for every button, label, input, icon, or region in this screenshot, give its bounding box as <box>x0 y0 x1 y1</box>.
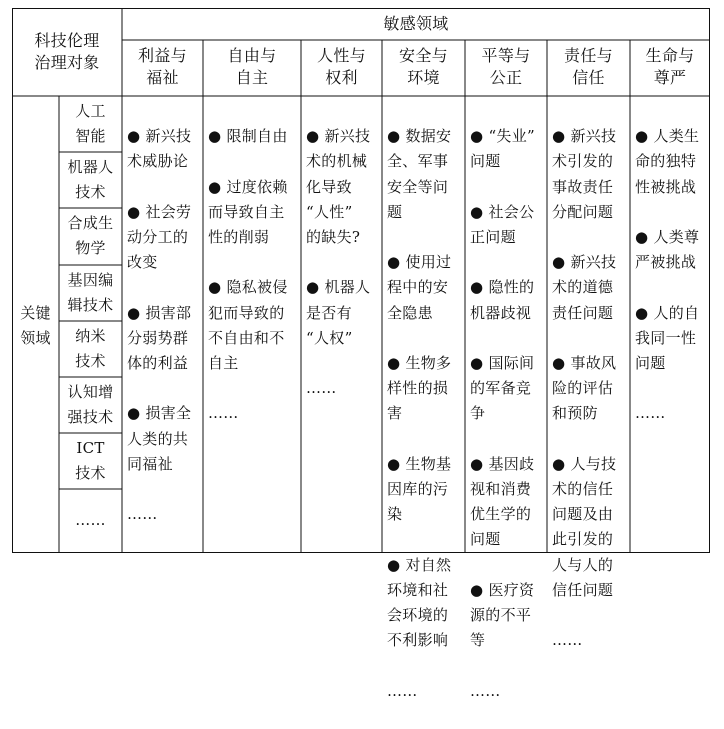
ethics-governance-table <box>12 8 710 700</box>
cell-item: ● 人与技 术的信任 问题及由 此引发的 人与人的 信任问题 <box>552 454 617 599</box>
column-header-life-dignity: 生命与 尊严 <box>645 46 695 87</box>
tech-ict: ICT 技术 <box>75 439 106 483</box>
cell-item: ● 限制自由 <box>208 127 288 146</box>
cell-item: ● 损害部 分弱势群 体的利益 <box>127 303 192 373</box>
cell-item: …… <box>635 404 666 423</box>
column-header-freedom-autonomy: 自由与 自主 <box>227 46 277 87</box>
cell-item: ● 数据安 全、军事 安全等问 题 <box>387 127 452 221</box>
cell-item: ● 人类尊 严被挑战 <box>635 228 700 272</box>
cell-item: ● 人类生 命的独特 性被挑战 <box>635 127 700 196</box>
cell-item: ● 使用过 程中的安 全隐患 <box>387 253 452 322</box>
tech-synthetic-biology: 合成生 物学 <box>67 214 114 258</box>
cell-safety-environment <box>387 99 467 729</box>
cell-item: …… <box>552 631 583 650</box>
cell-item: ● 新兴技 术的道德 责任问题 <box>552 253 617 322</box>
cell-item: ● 对自然 环境和社 会环境的 不利影响 <box>387 555 452 650</box>
cell-freedom-autonomy <box>208 99 302 452</box>
corner-header: 科技伦理 治理对象 <box>34 31 100 72</box>
cell-item: ● “失业” 问题 <box>470 127 535 171</box>
tech-cognitive-enhancement: 认知增 强技术 <box>67 383 114 427</box>
sensitive-areas-header: 敏感领域 <box>383 14 449 33</box>
cell-item: ● 医疗资 源的不平 等 <box>470 580 535 650</box>
key-area-label: 关键 领域 <box>20 304 51 348</box>
cell-item: …… <box>470 681 501 700</box>
column-header-responsibility-trust: 责任与 信任 <box>564 46 613 87</box>
tech-robotics: 机器人 技术 <box>67 158 114 202</box>
cell-life-dignity <box>635 99 712 452</box>
cell-item: …… <box>208 404 239 423</box>
cell-humanity-rights <box>306 99 384 427</box>
cell-item: ● 隐私被侵 犯而导致的 不自由和不 自主 <box>208 278 288 373</box>
cell-item: …… <box>127 505 158 524</box>
cell-item: ● 损害全 人类的共 同福祉 <box>127 404 192 473</box>
column-header-benefit-welfare: 利益与 福祉 <box>138 46 187 87</box>
cell-item: ● 机器人 是否有 “人权” <box>306 278 371 347</box>
cell-item: ● 隐性的 机器歧视 <box>470 278 535 322</box>
cell-item: ● 社会劳 动分工的 改变 <box>127 202 192 272</box>
cell-item: ● 人的自 我同一性 问题 <box>635 303 700 373</box>
tech-ai: 人工 智能 <box>75 102 106 146</box>
cell-item: ● 新兴技 术的机械 化导致 “人性” 的缺失? <box>306 127 371 247</box>
cell-item: ● 基因歧 视和消费 优生学的 问题 <box>470 454 535 549</box>
cell-item: …… <box>387 681 418 700</box>
cell-item: ● 社会公 正问题 <box>470 202 535 247</box>
cell-item: ● 新兴技 术引发的 事故责任 分配问题 <box>552 127 617 221</box>
cell-item: ● 过度依赖 而导致自主 性的削弱 <box>208 177 288 247</box>
column-header-humanity-rights: 人性与 权利 <box>317 46 366 87</box>
cell-item: ● 生物基 因库的污 染 <box>387 454 452 524</box>
cell-item: ● 事故风 险的评估 和预防 <box>552 354 617 423</box>
tech-more-ellipsis: …… <box>75 511 106 529</box>
column-header-equality-justice: 平等与 公正 <box>481 46 531 87</box>
cell-item: …… <box>306 379 337 398</box>
cell-item: ● 生物多 样性的损 害 <box>387 354 452 423</box>
cell-benefit-welfare <box>127 99 205 553</box>
cell-item: ● 国际间 的军备竞 争 <box>470 354 535 423</box>
cell-item: ● 新兴技 术威胁论 <box>127 127 192 171</box>
tech-nano: 纳米 技术 <box>75 327 106 371</box>
column-header-safety-environment: 安全与 环境 <box>399 46 448 87</box>
cell-equality-justice <box>470 99 549 729</box>
cell-responsibility-trust <box>552 99 632 679</box>
tech-gene-editing: 基因编 辑技术 <box>67 271 114 315</box>
